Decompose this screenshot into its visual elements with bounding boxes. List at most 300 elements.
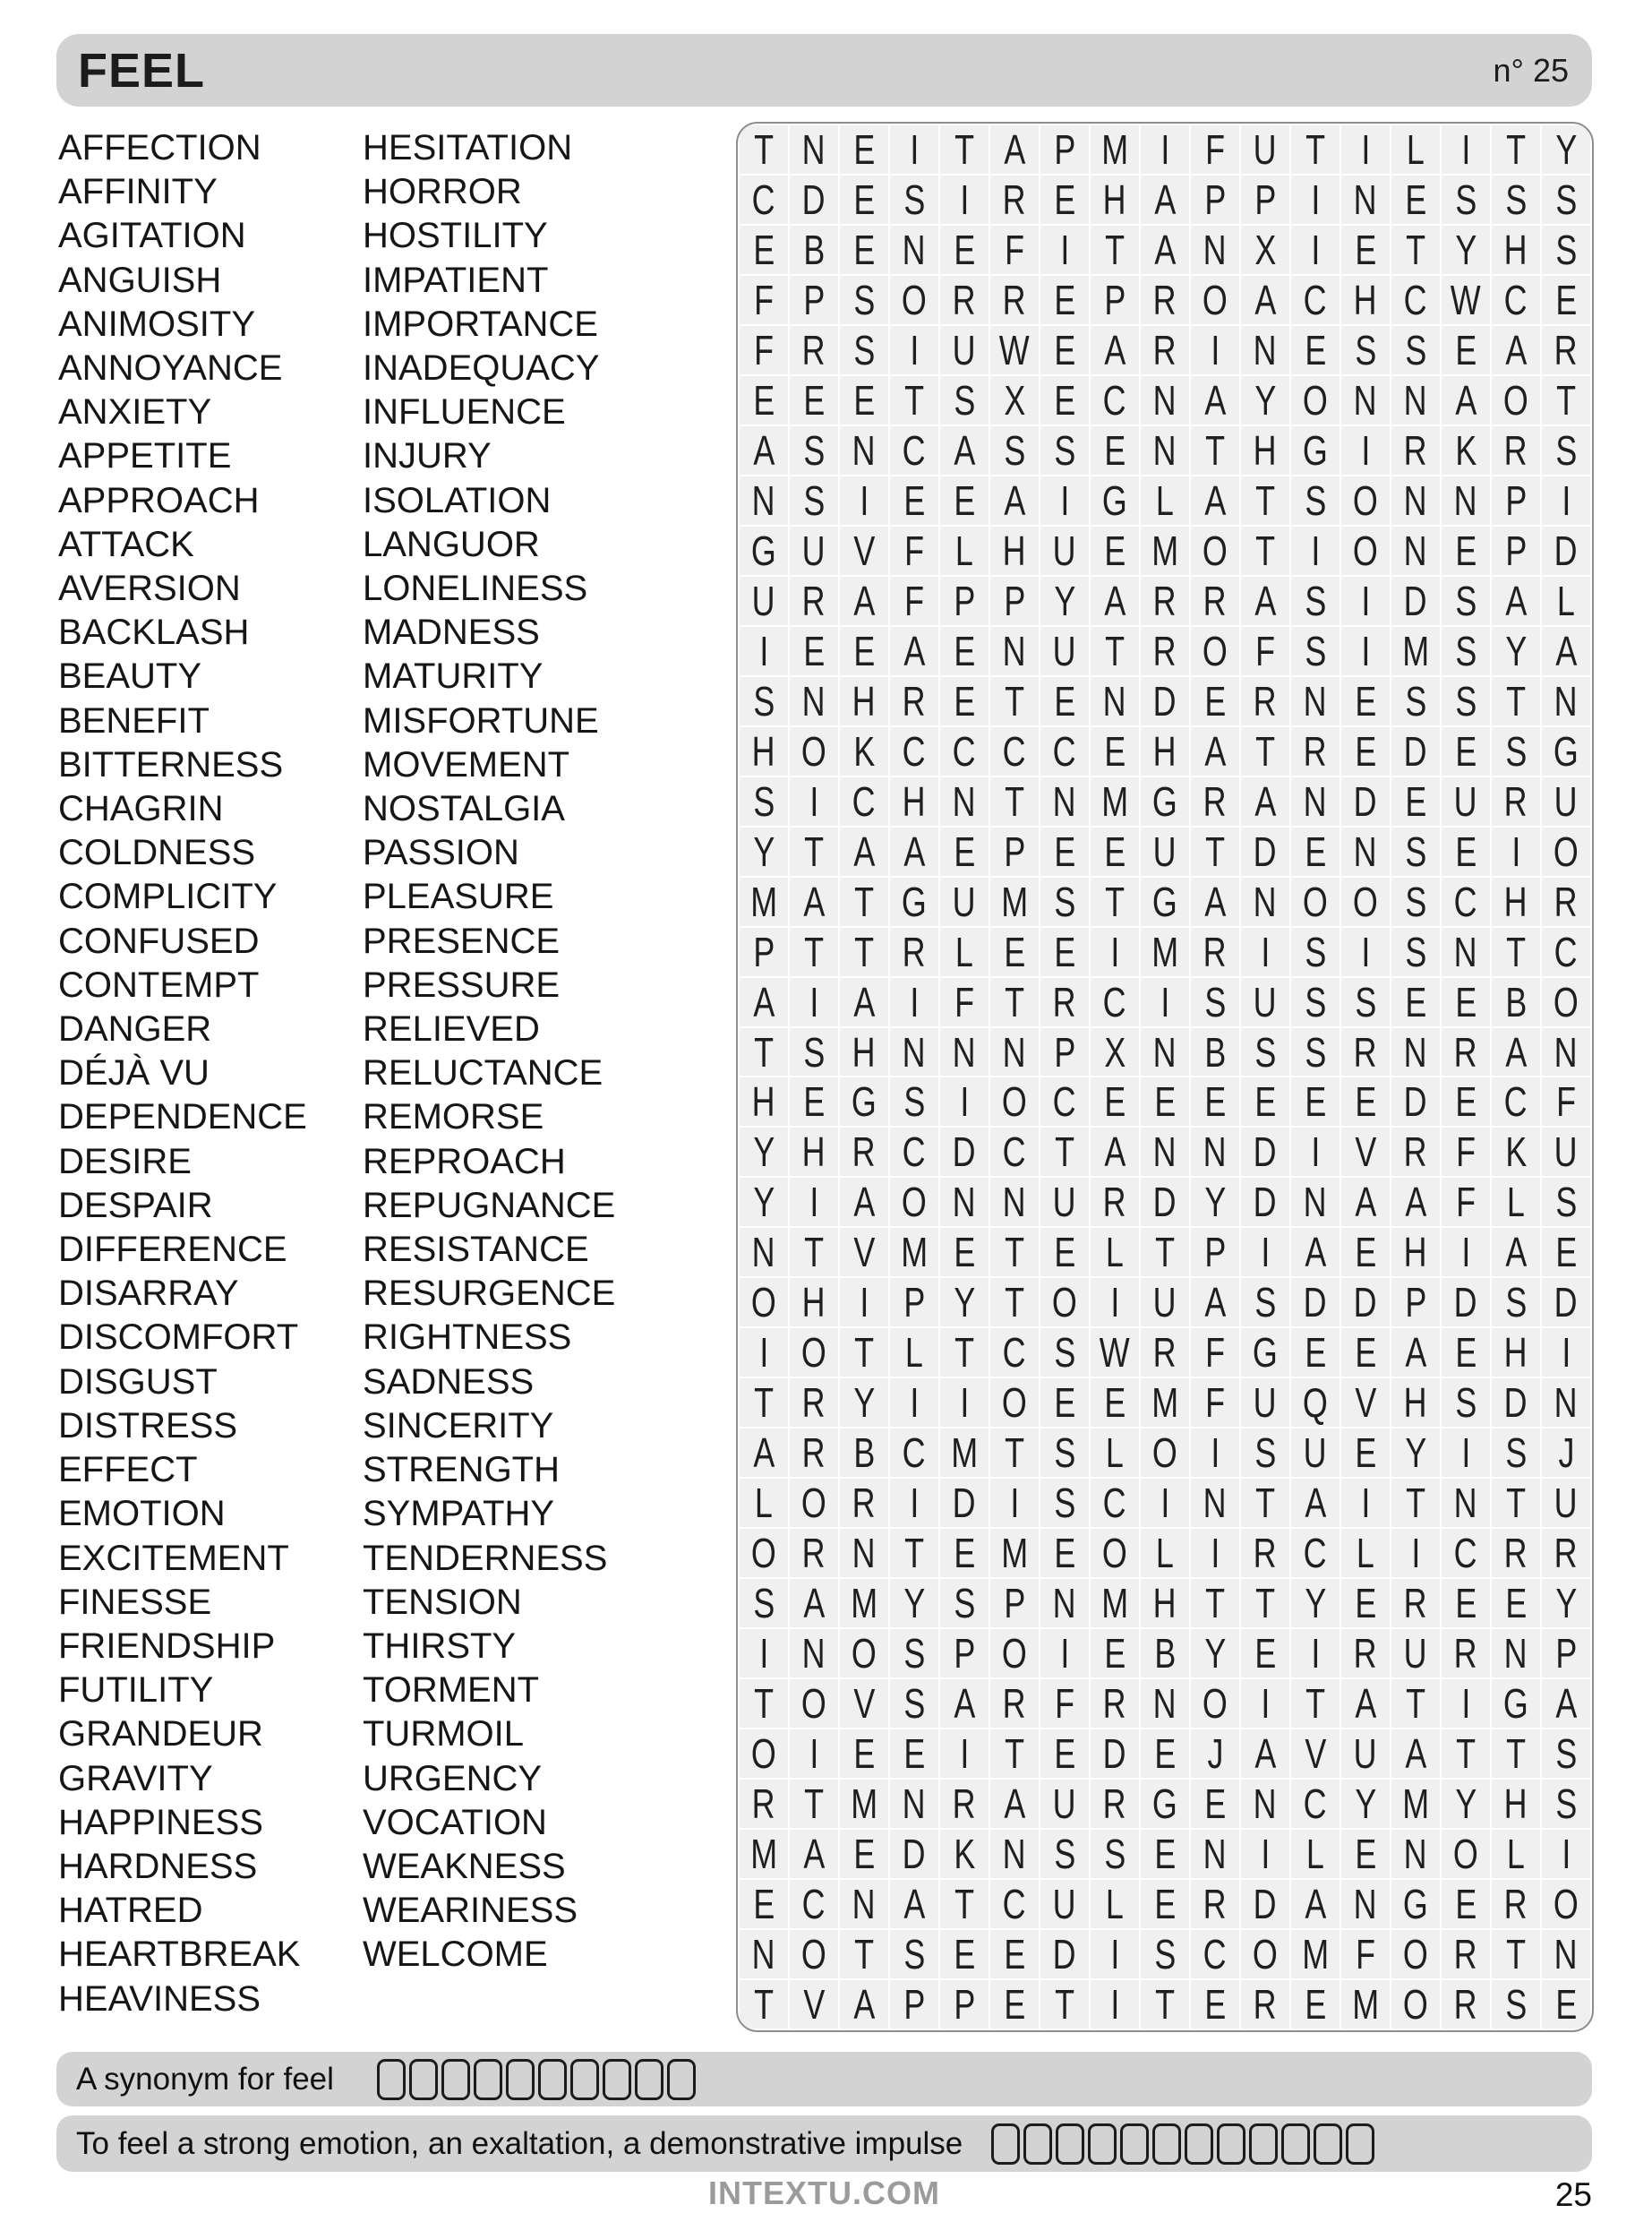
grid-cell[interactable] [1492, 1479, 1540, 1527]
grid-cell[interactable] [1040, 1228, 1089, 1276]
grid-cell[interactable] [840, 777, 888, 826]
grid-cell[interactable] [1091, 1378, 1139, 1427]
grid-cell[interactable] [1040, 426, 1089, 475]
grid-cell[interactable] [1442, 1178, 1490, 1226]
grid-cell[interactable] [1241, 326, 1289, 374]
answer-box[interactable] [570, 2059, 599, 2100]
grid-cell[interactable] [990, 1028, 1039, 1077]
grid-cell[interactable] [1291, 125, 1340, 174]
grid-cell[interactable] [1091, 476, 1139, 525]
grid-cell[interactable] [890, 1679, 938, 1728]
grid-cell[interactable] [740, 1780, 788, 1828]
grid-cell[interactable] [840, 1729, 888, 1778]
grid-cell[interactable] [1492, 727, 1540, 776]
grid-cell[interactable] [990, 878, 1039, 926]
grid-cell[interactable] [1091, 1228, 1139, 1276]
grid-cell[interactable] [1040, 577, 1089, 625]
answer-box[interactable] [1120, 2123, 1149, 2165]
grid-cell[interactable] [1040, 1930, 1089, 1978]
grid-cell[interactable] [1391, 1278, 1440, 1326]
grid-cell[interactable] [840, 376, 888, 425]
grid-cell[interactable] [990, 1278, 1039, 1326]
grid-cell[interactable] [1291, 1729, 1340, 1778]
grid-cell[interactable] [1141, 828, 1189, 876]
grid-cell[interactable] [1542, 1579, 1590, 1627]
grid-cell[interactable] [740, 1479, 788, 1527]
grid-cell[interactable] [890, 727, 938, 776]
grid-cell[interactable] [1040, 1328, 1089, 1377]
grid-cell[interactable] [1492, 1228, 1540, 1276]
grid-cell[interactable] [1040, 476, 1089, 525]
grid-cell[interactable] [1191, 777, 1239, 826]
grid-cell[interactable] [1542, 226, 1590, 274]
grid-cell[interactable] [940, 1629, 989, 1677]
grid-cell[interactable] [740, 727, 788, 776]
grid-cell[interactable] [790, 226, 838, 274]
grid-cell[interactable] [940, 1579, 989, 1627]
grid-cell[interactable] [890, 1930, 938, 1978]
grid-cell[interactable] [1442, 276, 1490, 324]
grid-cell[interactable] [1040, 226, 1089, 274]
grid-cell[interactable] [1091, 1529, 1139, 1577]
grid-cell[interactable] [1091, 326, 1139, 374]
grid-cell[interactable] [1391, 1428, 1440, 1477]
grid-cell[interactable] [1542, 527, 1590, 575]
grid-cell[interactable] [1141, 1278, 1189, 1326]
grid-cell[interactable] [890, 1077, 938, 1126]
grid-cell[interactable] [740, 1428, 788, 1477]
grid-cell[interactable] [1191, 1428, 1239, 1477]
grid-cell[interactable] [1091, 1930, 1139, 1978]
grid-cell[interactable] [840, 1378, 888, 1427]
grid-cell[interactable] [1191, 1830, 1239, 1878]
grid-cell[interactable] [890, 577, 938, 625]
grid-cell[interactable] [1492, 1428, 1540, 1477]
grid-cell[interactable] [1391, 1780, 1440, 1828]
grid-cell[interactable] [1291, 1178, 1340, 1226]
grid-cell[interactable] [1341, 677, 1390, 725]
grid-cell[interactable] [1442, 627, 1490, 675]
grid-cell[interactable] [890, 1980, 938, 2029]
grid-cell[interactable] [740, 828, 788, 876]
answer-box[interactable] [635, 2059, 663, 2100]
grid-cell[interactable] [990, 677, 1039, 725]
grid-cell[interactable] [1141, 176, 1189, 224]
grid-cell[interactable] [940, 1228, 989, 1276]
grid-cell[interactable] [740, 1028, 788, 1077]
grid-cell[interactable] [1442, 1328, 1490, 1377]
grid-cell[interactable] [1542, 1378, 1590, 1427]
grid-cell[interactable] [990, 1930, 1039, 1978]
grid-cell[interactable] [1492, 1679, 1540, 1728]
grid-cell[interactable] [1241, 1529, 1289, 1577]
grid-cell[interactable] [990, 627, 1039, 675]
answer-box[interactable] [1023, 2123, 1052, 2165]
grid-cell[interactable] [1391, 1679, 1440, 1728]
grid-cell[interactable] [1291, 727, 1340, 776]
grid-cell[interactable] [790, 1729, 838, 1778]
grid-cell[interactable] [890, 226, 938, 274]
grid-cell[interactable] [1391, 1980, 1440, 2029]
grid-cell[interactable] [890, 828, 938, 876]
grid-cell[interactable] [940, 1428, 989, 1477]
grid-cell[interactable] [1291, 1930, 1340, 1978]
grid-cell[interactable] [1241, 828, 1289, 876]
grid-cell[interactable] [1241, 1077, 1289, 1126]
grid-cell[interactable] [740, 125, 788, 174]
grid-cell[interactable] [1542, 1128, 1590, 1176]
grid-cell[interactable] [1191, 1679, 1239, 1728]
grid-cell[interactable] [1091, 627, 1139, 675]
grid-cell[interactable] [1141, 326, 1189, 374]
grid-cell[interactable] [1191, 1529, 1239, 1577]
grid-cell[interactable] [840, 1128, 888, 1176]
grid-cell[interactable] [1291, 1529, 1340, 1577]
grid-cell[interactable] [1091, 577, 1139, 625]
grid-cell[interactable] [1040, 828, 1089, 876]
grid-cell[interactable] [940, 326, 989, 374]
grid-cell[interactable] [1241, 1028, 1289, 1077]
grid-cell[interactable] [1442, 1629, 1490, 1677]
grid-cell[interactable] [1442, 1729, 1490, 1778]
grid-cell[interactable] [790, 1378, 838, 1427]
grid-cell[interactable] [1040, 1780, 1089, 1828]
grid-cell[interactable] [1341, 1378, 1390, 1427]
grid-cell[interactable] [1492, 928, 1540, 976]
grid-cell[interactable] [1442, 1529, 1490, 1577]
grid-cell[interactable] [1542, 476, 1590, 525]
grid-cell[interactable] [790, 1077, 838, 1126]
grid-cell[interactable] [1542, 1479, 1590, 1527]
grid-cell[interactable] [940, 276, 989, 324]
grid-cell[interactable] [1542, 1880, 1590, 1928]
grid-cell[interactable] [740, 527, 788, 575]
grid-cell[interactable] [890, 276, 938, 324]
grid-cell[interactable] [1091, 1028, 1139, 1077]
grid-cell[interactable] [1492, 1780, 1540, 1828]
grid-cell[interactable] [1492, 1629, 1540, 1677]
grid-cell[interactable] [840, 1428, 888, 1477]
grid-cell[interactable] [1241, 1830, 1289, 1878]
grid-cell[interactable] [1492, 1529, 1540, 1577]
grid-cell[interactable] [1542, 1077, 1590, 1126]
grid-cell[interactable] [1141, 1529, 1189, 1577]
grid-cell[interactable] [790, 1780, 838, 1828]
grid-cell[interactable] [1492, 828, 1540, 876]
grid-cell[interactable] [1141, 426, 1189, 475]
grid-cell[interactable] [1091, 1880, 1139, 1928]
grid-cell[interactable] [1191, 727, 1239, 776]
grid-cell[interactable] [1542, 978, 1590, 1026]
grid-cell[interactable] [1291, 376, 1340, 425]
grid-cell[interactable] [790, 1930, 838, 1978]
grid-cell[interactable] [1241, 1378, 1289, 1427]
grid-cell[interactable] [1141, 1128, 1189, 1176]
grid-cell[interactable] [990, 727, 1039, 776]
grid-cell[interactable] [1040, 878, 1089, 926]
grid-cell[interactable] [1442, 1930, 1490, 1978]
grid-cell[interactable] [940, 1378, 989, 1427]
grid-cell[interactable] [1141, 1077, 1189, 1126]
grid-cell[interactable] [1091, 727, 1139, 776]
grid-cell[interactable] [890, 527, 938, 575]
grid-cell[interactable] [1291, 1428, 1340, 1477]
grid-cell[interactable] [1091, 1128, 1139, 1176]
grid-cell[interactable] [1291, 1479, 1340, 1527]
grid-cell[interactable] [840, 1679, 888, 1728]
grid-cell[interactable] [1391, 1930, 1440, 1978]
grid-cell[interactable] [1141, 1729, 1189, 1778]
grid-cell[interactable] [1141, 878, 1189, 926]
grid-cell[interactable] [940, 1479, 989, 1527]
grid-cell[interactable] [1391, 1830, 1440, 1878]
grid-cell[interactable] [1291, 226, 1340, 274]
grid-cell[interactable] [890, 978, 938, 1026]
grid-cell[interactable] [1391, 1729, 1440, 1778]
grid-cell[interactable] [890, 1629, 938, 1677]
grid-cell[interactable] [1040, 777, 1089, 826]
grid-cell[interactable] [1291, 627, 1340, 675]
grid-cell[interactable] [1091, 1629, 1139, 1677]
grid-cell[interactable] [1040, 1428, 1089, 1477]
grid-cell[interactable] [1442, 376, 1490, 425]
grid-cell[interactable] [790, 1679, 838, 1728]
grid-cell[interactable] [1391, 828, 1440, 876]
grid-cell[interactable] [1040, 326, 1089, 374]
grid-cell[interactable] [740, 1629, 788, 1677]
grid-cell[interactable] [940, 577, 989, 625]
grid-cell[interactable] [1141, 1228, 1189, 1276]
answer-box[interactable] [441, 2059, 470, 2100]
grid-cell[interactable] [1492, 527, 1540, 575]
grid-cell[interactable] [1091, 1278, 1139, 1326]
grid-cell[interactable] [740, 777, 788, 826]
grid-cell[interactable] [1341, 1980, 1390, 2029]
grid-cell[interactable] [890, 677, 938, 725]
grid-cell[interactable] [1291, 828, 1340, 876]
grid-cell[interactable] [790, 176, 838, 224]
grid-cell[interactable] [1141, 978, 1189, 1026]
answer-box[interactable] [603, 2059, 631, 2100]
answer-box[interactable] [667, 2059, 696, 2100]
answer-box[interactable] [538, 2059, 567, 2100]
grid-cell[interactable] [1241, 176, 1289, 224]
grid-cell[interactable] [1391, 276, 1440, 324]
grid-cell[interactable] [1291, 1679, 1340, 1728]
grid-cell[interactable] [1291, 928, 1340, 976]
grid-cell[interactable] [1542, 1529, 1590, 1577]
grid-cell[interactable] [1391, 1228, 1440, 1276]
grid-cell[interactable] [1091, 376, 1139, 425]
grid-cell[interactable] [1291, 978, 1340, 1026]
grid-cell[interactable] [1391, 1529, 1440, 1577]
grid-cell[interactable] [890, 326, 938, 374]
grid-cell[interactable] [740, 627, 788, 675]
grid-cell[interactable] [1391, 1328, 1440, 1377]
grid-cell[interactable] [1341, 627, 1390, 675]
grid-cell[interactable] [740, 1880, 788, 1928]
grid-cell[interactable] [1492, 1378, 1540, 1427]
grid-cell[interactable] [1442, 125, 1490, 174]
grid-cell[interactable] [1040, 1729, 1089, 1778]
grid-cell[interactable] [940, 125, 989, 174]
grid-cell[interactable] [1391, 978, 1440, 1026]
grid-cell[interactable] [1191, 276, 1239, 324]
grid-cell[interactable] [1341, 577, 1390, 625]
grid-cell[interactable] [940, 226, 989, 274]
grid-cell[interactable] [740, 577, 788, 625]
grid-cell[interactable] [740, 176, 788, 224]
grid-cell[interactable] [1040, 1980, 1089, 2029]
grid-cell[interactable] [990, 828, 1039, 876]
grid-cell[interactable] [1542, 777, 1590, 826]
grid-cell[interactable] [1341, 376, 1390, 425]
grid-cell[interactable] [1091, 828, 1139, 876]
grid-cell[interactable] [1191, 1128, 1239, 1176]
grid-cell[interactable] [790, 476, 838, 525]
grid-cell[interactable] [840, 978, 888, 1026]
grid-cell[interactable] [1442, 176, 1490, 224]
grid-cell[interactable] [890, 1780, 938, 1828]
grid-cell[interactable] [890, 1028, 938, 1077]
grid-cell[interactable] [1241, 1278, 1289, 1326]
grid-cell[interactable] [1291, 476, 1340, 525]
grid-cell[interactable] [1241, 577, 1289, 625]
grid-cell[interactable] [1191, 125, 1239, 174]
grid-cell[interactable] [1391, 125, 1440, 174]
grid-cell[interactable] [1442, 476, 1490, 525]
grid-cell[interactable] [1091, 1077, 1139, 1126]
grid-cell[interactable] [1141, 476, 1189, 525]
grid-cell[interactable] [840, 1629, 888, 1677]
grid-cell[interactable] [1391, 527, 1440, 575]
grid-cell[interactable] [1291, 1980, 1340, 2029]
grid-cell[interactable] [740, 928, 788, 976]
grid-cell[interactable] [1241, 978, 1289, 1026]
grid-cell[interactable] [740, 878, 788, 926]
grid-cell[interactable] [790, 1579, 838, 1627]
grid-cell[interactable] [890, 777, 938, 826]
grid-cell[interactable] [1040, 1479, 1089, 1527]
grid-cell[interactable] [990, 1178, 1039, 1226]
grid-cell[interactable] [1542, 1729, 1590, 1778]
grid-cell[interactable] [790, 426, 838, 475]
grid-cell[interactable] [1492, 1328, 1540, 1377]
grid-cell[interactable] [1391, 1629, 1440, 1677]
grid-cell[interactable] [1341, 527, 1390, 575]
grid-cell[interactable] [740, 1529, 788, 1577]
grid-cell[interactable] [990, 1679, 1039, 1728]
grid-cell[interactable] [990, 1729, 1039, 1778]
grid-cell[interactable] [1191, 1579, 1239, 1627]
grid-cell[interactable] [940, 1178, 989, 1226]
grid-cell[interactable] [740, 1980, 788, 2029]
grid-cell[interactable] [990, 226, 1039, 274]
grid-cell[interactable] [940, 978, 989, 1026]
answer-box[interactable] [474, 2059, 502, 2100]
grid-cell[interactable] [940, 376, 989, 425]
grid-cell[interactable] [1191, 1328, 1239, 1377]
grid-cell[interactable] [1391, 677, 1440, 725]
grid-cell[interactable] [890, 1830, 938, 1878]
grid-cell[interactable] [1492, 1980, 1540, 2029]
grid-cell[interactable] [890, 928, 938, 976]
grid-cell[interactable] [1542, 828, 1590, 876]
grid-cell[interactable] [990, 777, 1039, 826]
grid-cell[interactable] [1492, 276, 1540, 324]
grid-cell[interactable] [790, 1830, 838, 1878]
grid-cell[interactable] [890, 1278, 938, 1326]
grid-cell[interactable] [1442, 1278, 1490, 1326]
grid-cell[interactable] [1241, 226, 1289, 274]
grid-cell[interactable] [840, 125, 888, 174]
grid-cell[interactable] [1341, 1729, 1390, 1778]
grid-cell[interactable] [740, 226, 788, 274]
grid-cell[interactable] [1442, 878, 1490, 926]
grid-cell[interactable] [1442, 426, 1490, 475]
grid-cell[interactable] [1141, 727, 1189, 776]
grid-cell[interactable] [1492, 476, 1540, 525]
grid-cell[interactable] [940, 1780, 989, 1828]
grid-cell[interactable] [1391, 1128, 1440, 1176]
grid-cell[interactable] [1391, 376, 1440, 425]
grid-cell[interactable] [1141, 1780, 1189, 1828]
grid-cell[interactable] [1341, 777, 1390, 826]
grid-cell[interactable] [1141, 1479, 1189, 1527]
grid-cell[interactable] [1341, 1629, 1390, 1677]
grid-cell[interactable] [940, 1729, 989, 1778]
answer-box[interactable] [991, 2123, 1020, 2165]
grid-cell[interactable] [1442, 326, 1490, 374]
grid-cell[interactable] [1391, 577, 1440, 625]
grid-cell[interactable] [840, 426, 888, 475]
grid-cell[interactable] [1391, 878, 1440, 926]
grid-cell[interactable] [890, 1428, 938, 1477]
grid-cell[interactable] [1040, 1529, 1089, 1577]
grid-cell[interactable] [1492, 1028, 1540, 1077]
grid-cell[interactable] [790, 677, 838, 725]
grid-cell[interactable] [1492, 878, 1540, 926]
grid-cell[interactable] [1141, 777, 1189, 826]
grid-cell[interactable] [1341, 1529, 1390, 1577]
grid-cell[interactable] [840, 1980, 888, 2029]
grid-cell[interactable] [790, 727, 838, 776]
grid-cell[interactable] [840, 276, 888, 324]
grid-cell[interactable] [990, 1378, 1039, 1427]
grid-cell[interactable] [1542, 1830, 1590, 1878]
grid-cell[interactable] [1341, 1228, 1390, 1276]
grid-cell[interactable] [1241, 1428, 1289, 1477]
grid-cell[interactable] [1291, 1629, 1340, 1677]
grid-cell[interactable] [1241, 1729, 1289, 1778]
grid-cell[interactable] [1191, 978, 1239, 1026]
grid-cell[interactable] [1341, 828, 1390, 876]
grid-cell[interactable] [790, 577, 838, 625]
grid-cell[interactable] [1241, 1328, 1289, 1377]
grid-cell[interactable] [1341, 1028, 1390, 1077]
grid-cell[interactable] [1542, 1679, 1590, 1728]
grid-cell[interactable] [890, 1479, 938, 1527]
grid-cell[interactable] [940, 1930, 989, 1978]
grid-cell[interactable] [1191, 1028, 1239, 1077]
grid-cell[interactable] [890, 1378, 938, 1427]
grid-cell[interactable] [1091, 878, 1139, 926]
grid-cell[interactable] [840, 1278, 888, 1326]
grid-cell[interactable] [1191, 1629, 1239, 1677]
grid-cell[interactable] [790, 828, 838, 876]
grid-cell[interactable] [1191, 627, 1239, 675]
grid-cell[interactable] [990, 326, 1039, 374]
